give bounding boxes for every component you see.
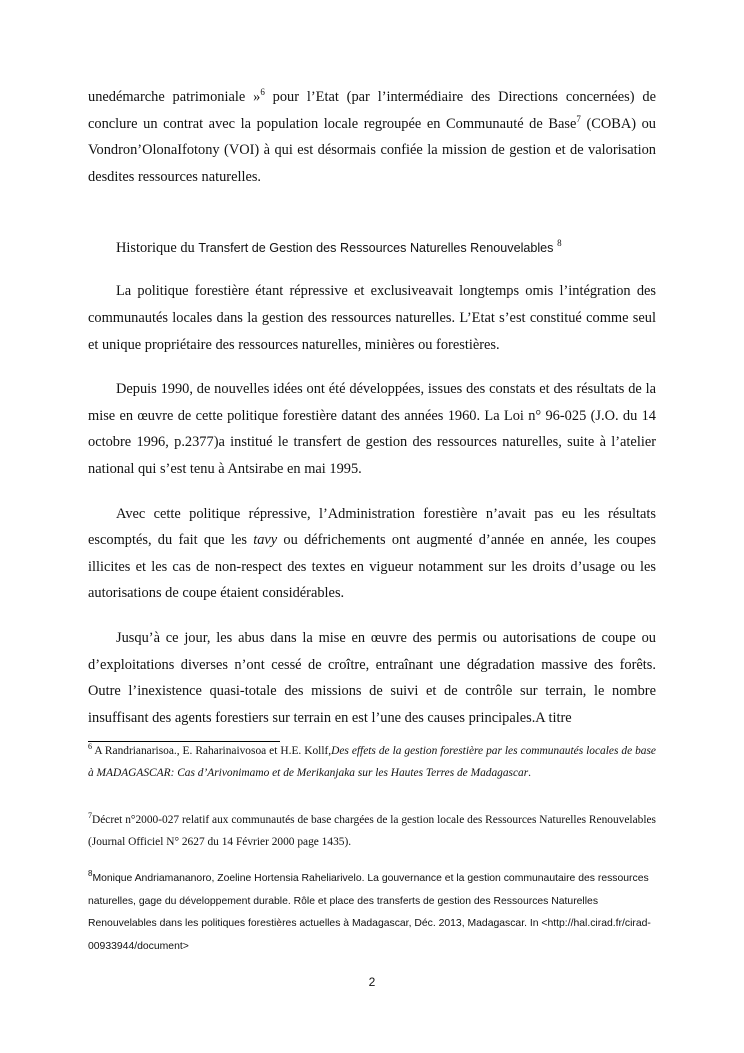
footnote-ref-8[interactable]: 8 bbox=[557, 238, 562, 249]
footnote-7: $^7$Décret n°2000-027 relatif aux communautés de base chargées de la gestion locale des Ressources Naturelles Renouvelables (Journal Officiel N° 2627 du 14 Février 2000 page 1435). bbox=[88, 811, 656, 849]
footnote-8: $^8$Monique Andriamananoro, Zoeline Hortensia Raheliarivelo. La gouvernance et la gestion communautaire des ressources naturelles, gage du développement durable. Rôle et place des transferts de gestion des Ressources Naturelles Renouvelables dans les politiques forestières actuelles à Madagascar, Déc. 2013, Madagascar. In <http://hal.cirad.fr/cirad-00933944/document> bbox=[88, 869, 651, 952]
page-number: 2 bbox=[368, 975, 376, 989]
footnote-6: $^6$ A Randrianarisoa., E. Raharinaivosoa et H.E. Kollf,Des effets de la gestion forestière par les communautés locales de base à MADAGASCAR: Cas d’Arivonimamo et de Merikanjaka sur les Hautes Terres de Madagascar. bbox=[88, 742, 656, 780]
paragraph-depuis-1990: Depuis 1990, de nouvelles idées ont été développées, issues des constats et des résultats de la mise en œuvre de cette politique forestière datant des années 1960. La Loi n° 96-025 (J.O. du 14 octobre 1996, p.2377)a institué le transfert de gestion des ressources naturelles, suite à l’atelier national qui s’est tenu à Antsirabe en mai 1995. bbox=[88, 381, 656, 477]
section-heading: Historique du Transfert de Gestion des Ressources Naturelles Renouvelables $^8$ bbox=[116, 238, 562, 257]
paragraph-politique: La politique forestière étant répressive et exclusiveavait longtemps omis l’intégration des communautés locales dans la gestion des ressources naturelles. L’Etat s’est constitué comme seul et unique propriétaire des ressources naturelles, minières ou forestières. bbox=[88, 283, 656, 353]
footnote-ref-6[interactable]: 6 bbox=[260, 87, 265, 97]
paragraph-coba: unedémarche patrimoniale »$^6$ pour l’Etat (par l’intermédiaire des Directions concernées) de conclure un contrat avec la population locale regroupée en Communauté de Base$^7$ (COBA) ou Vondron’OlonaIfotony (VOI) à qui est désormais confiée la mission de gestion et de valorisation desdites ressources naturelles. bbox=[88, 87, 657, 185]
paragraph-repressive: Avec cette politique répressive, l’Administration forestière n’avait pas eu les résultats escomptés, du fait que les tavy ou défrichements ont augmenté d’année en année, les coupes illicites et les cas de non-respect des textes en vigueur notamment sur les droits d’usage ou les autorisations de coupe étaient considérables. bbox=[88, 505, 656, 602]
footnote-ref-7[interactable]: 7 bbox=[576, 113, 581, 124]
paragraph-abus: Jusqu’à ce jour, les abus dans la mise en œuvre des permis ou autorisations de coupe ou d’exploitations diverses n’ont cessé de croître, entraînant une dégradation massive des forêts. Outre l’inexistence quasi-totale des missions de suivi et de contrôle sur terrain, le nombre insuffisant des agents forestiers sur terrain en est l’une des causes principales.A titre bbox=[88, 629, 656, 726]
page-body bbox=[88, 84, 656, 731]
